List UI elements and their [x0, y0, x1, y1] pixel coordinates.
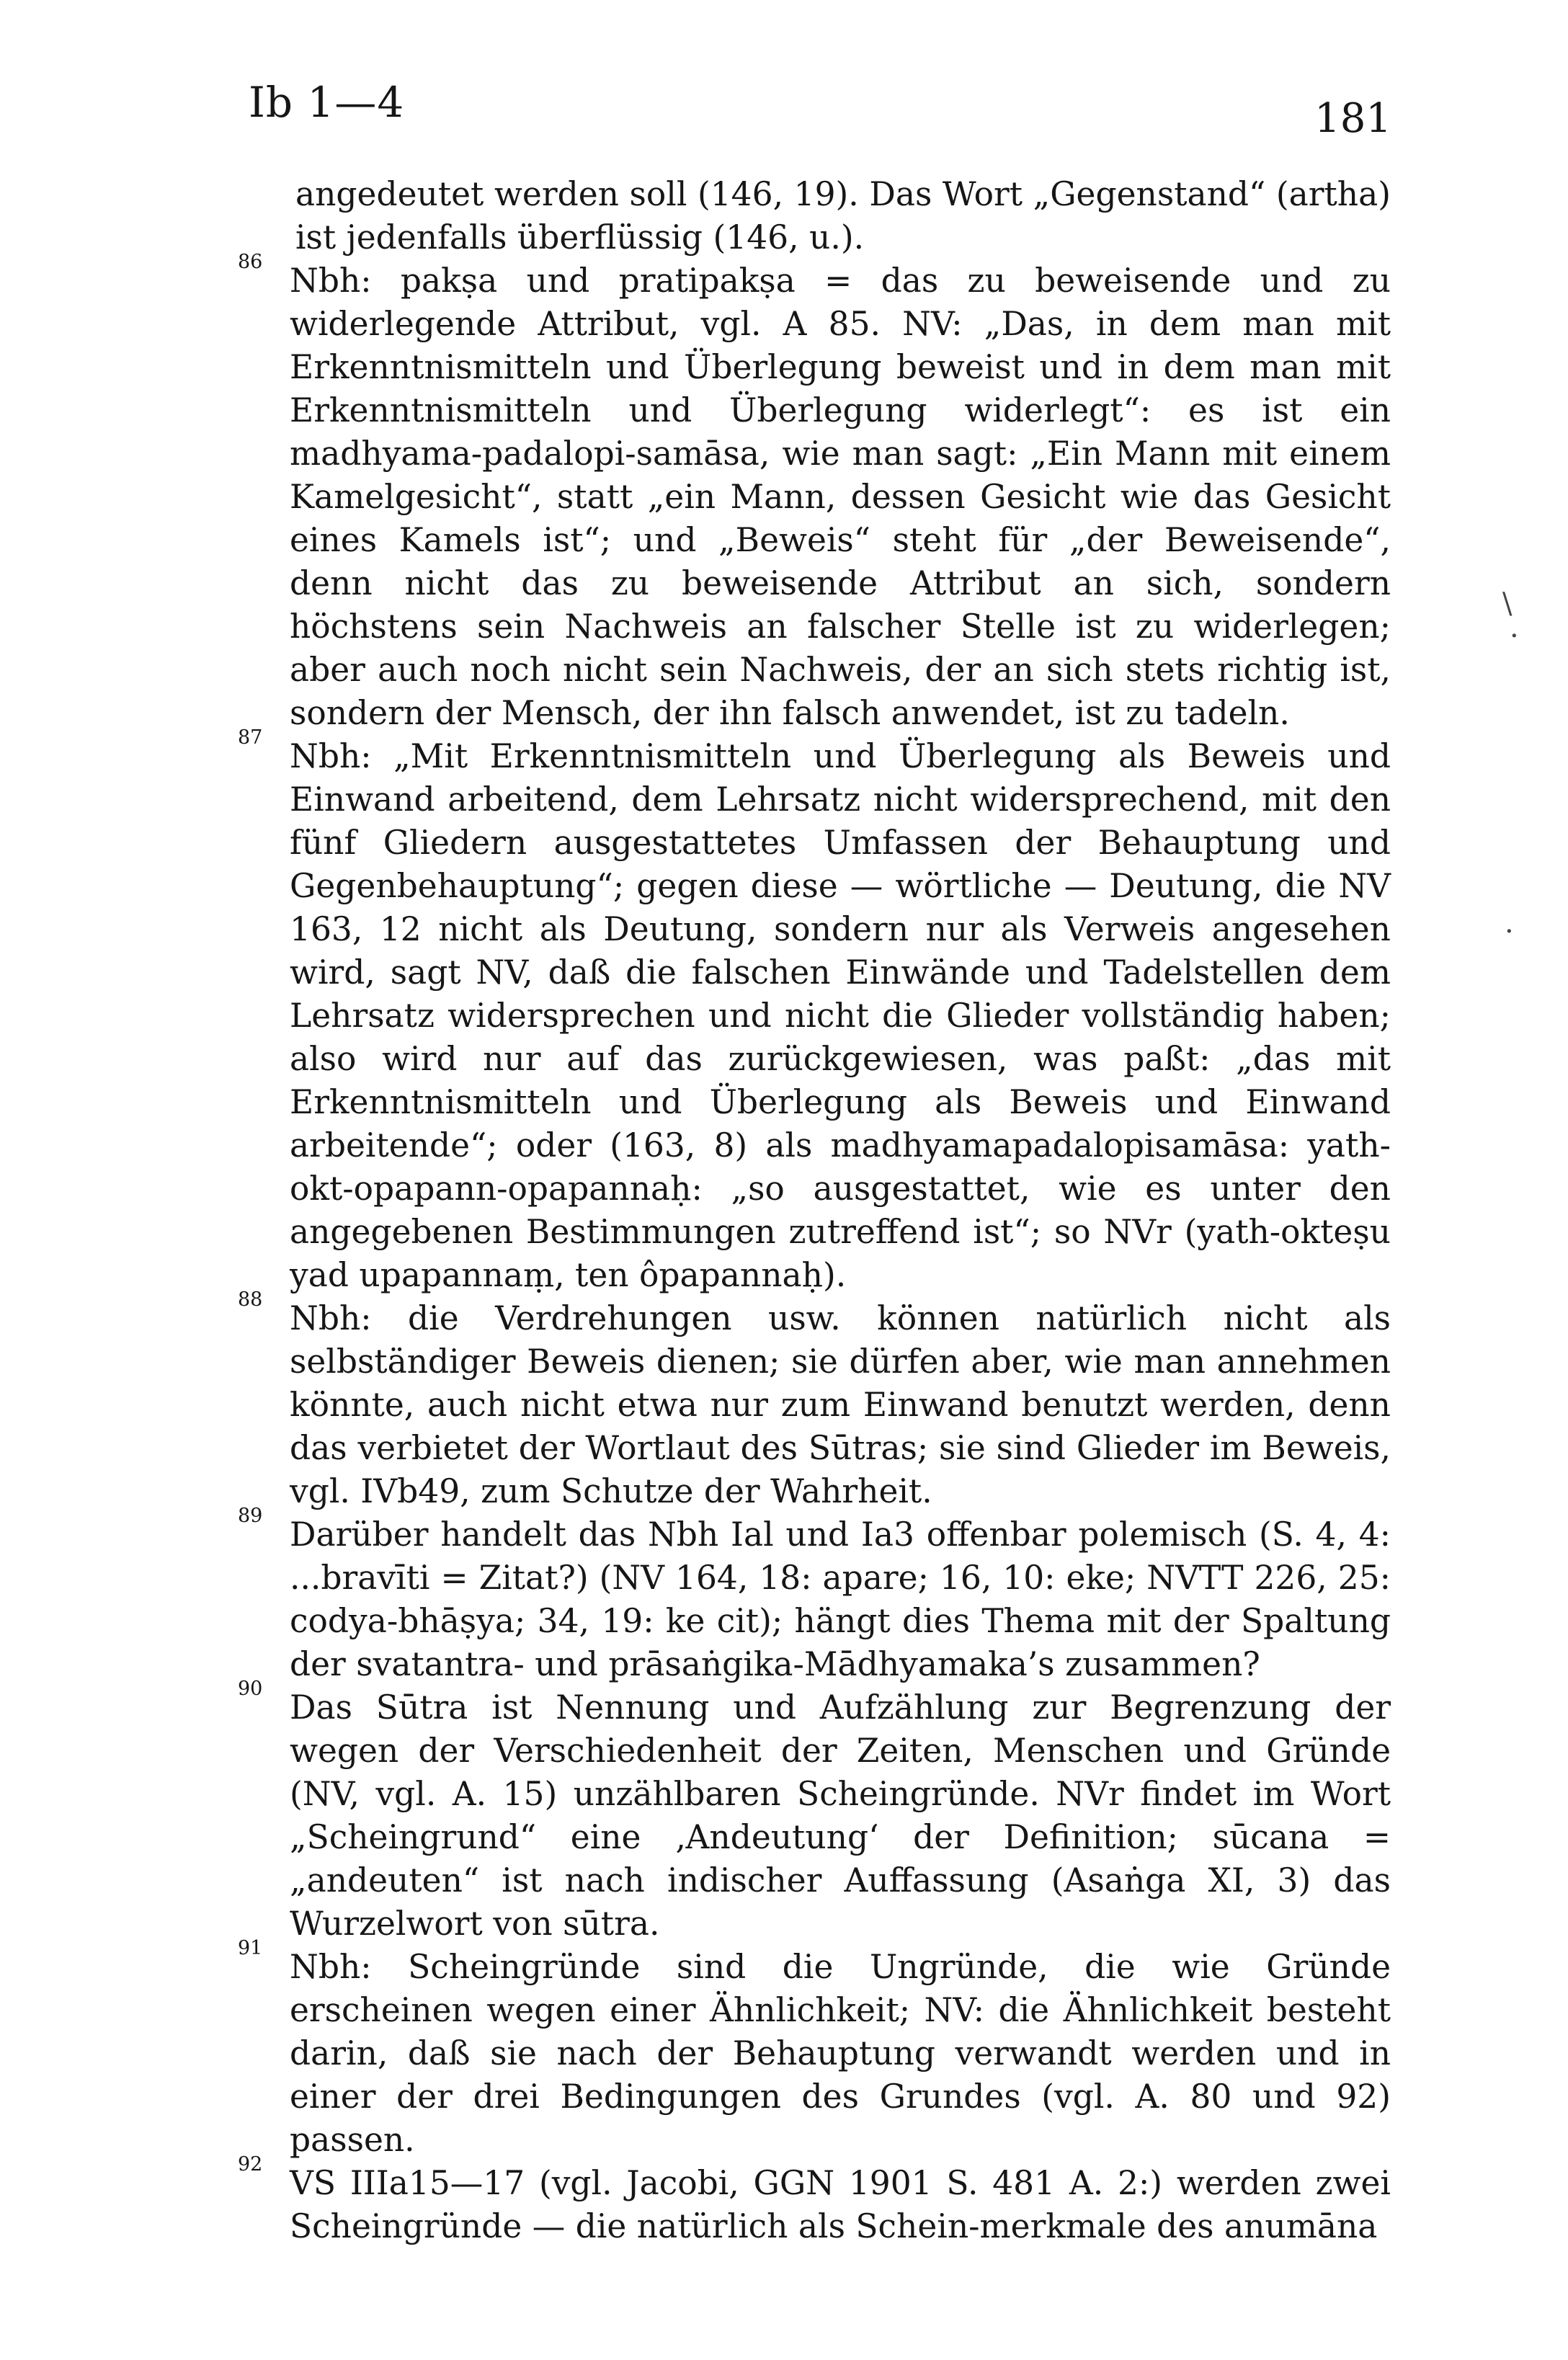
note-text: Nbh: Scheingründe sind die Ungründe, die wie Gründe erscheinen wegen einer Ähnlichkeit; NV: die Ähnlichkeit besteht darin, daß sie nach der Behauptung verwandt werden und in einer der drei Bedingungen des Grundes (vgl. A. 80 und 92) passen. [290, 1948, 1391, 2159]
note-86 [238, 251, 1391, 735]
note-number: 91 [238, 1937, 263, 1959]
note-text: angedeutet werden soll (146, 19). Das Wort „Gegenstand“ (artha) ist jedenfalls überflüssig (146, u.). [295, 175, 1391, 257]
note-91 [238, 1937, 1391, 2162]
note-text: Nbh: die Verdrehungen usw. können natürlich nicht als selbständiger Beweis dienen; sie dürfen aber, wie man annehmen könnte, auch nicht etwa nur zum Einwand benutzt werden, denn das verbietet der Wortlaut des Sūtras; sie sind Glieder im Beweis, vgl. IVb49, zum Schutze der Wahrheit. [290, 1299, 1391, 1510]
note-number: 88 [238, 1288, 263, 1311]
note-88 [238, 1288, 1391, 1513]
note-text: Nbh: „Mit Erkenntnismitteln und Überlegung als Beweis und Einwand arbeitend, dem Lehrsatz nicht widersprechend, mit den fünf Gliedern ausgestattetes Umfassen der Behauptung und Gegenbehauptung“; gegen diese — wörtliche — Deutung, die NV 163, 12 nicht als Deutung, sondern nur als Verweis angesehen wird, sagt NV, daß die falschen Einwände und Tadelstellen dem Lehrsatz widersprechen und nicht die Glieder vollständig haben; also wird nur auf das zurückgewiesen, was paßt: „das mit Erkenntnismitteln und Überlegung als Beweis und Einwand arbeitende“; oder (163, 8) als madhyamapadalopisamāsa: yath-okt-opapann-opapannaḥ: „so ausgestattet, wie es unter den angegebenen Bestimmungen zutreffend ist“; so NVr (yath-okteṣu yad upapannaṃ, ten ôpapannaḥ). [290, 737, 1391, 1294]
margin-pencil-mark: · [1510, 620, 1519, 653]
note-number: 89 [238, 1505, 263, 1527]
running-head: Ib 1—4 [249, 78, 405, 127]
note-90 [238, 1678, 1391, 1946]
note-number: 86 [238, 251, 263, 273]
note-text: VS IIIa15—17 (vgl. Jacobi, GGN 1901 S. 481 A. 2:) werden zwei Scheingründe — die natürlich als Schein-merkmale des anumāna [290, 2164, 1391, 2245]
note-text: Nbh: pakṣa und pratipakṣa = das zu beweisende und zu widerlegende Attribut, vgl. A 85. NV: „Das, in dem man mit Erkenntnismitteln und Überlegung beweist und in dem man mit Erkenntnismitteln und Überlegung widerlegt“: es ist ein madhyama-padalopi-samāsa, wie man sagt: „Ein Mann mit einem Kamelgesicht“, statt „ein Mann, dessen Gesicht wie das Gesicht eines Kamels ist“; und „Beweis“ steht für „der Beweisende“, denn nicht das zu beweisende Attribut an sich, sondern höchstens sein Nachweis an falscher Stelle ist zu widerlegen; aber auch noch nicht sein Nachweis, der an sich stets richtig ist, sondern der Mensch, der ihn falsch anwendet, ist zu tadeln. [290, 262, 1391, 732]
note-number: 90 [238, 1678, 263, 1700]
note-92 [238, 2153, 1391, 2248]
margin-pencil-mark: · [1505, 915, 1514, 948]
page-number: 181 [1314, 95, 1391, 142]
note-text: Darüber handelt das Nbh Ial und Ia3 offenbar polemisch (S. 4, 4: ...bravīti = Zitat?) (NV 164, 18: apare; 16, 10: eke; NVTT 226, 25: codya-bhāṣya; 34, 19: ke cit); hängt dies Thema mit der Spaltung der svatantra- und prāsaṅgika-Mādhyamaka’s zusammen? [290, 1515, 1391, 1683]
note-87 [238, 726, 1391, 1297]
note-number: 92 [238, 2153, 263, 2176]
note-text: Das Sūtra ist Nennung und Aufzählung zur Begrenzung der wegen der Verschiedenheit der Zeiten, Menschen und Gründe (NV, vgl. A. 15) unzählbaren Scheingründe. NVr findet im Wort „Scheingrund“ eine ‚Andeutung‘ der Definition; sūcana = „andeuten“ ist nach indischer Auffassung (Asaṅga XI, 3) das Wurzelwort von sūtra. [290, 1688, 1391, 1943]
note-89 [238, 1505, 1391, 1686]
note-continuation [238, 173, 1391, 259]
note-number: 87 [238, 726, 263, 749]
footnotes-section [238, 173, 1391, 2248]
margin-pencil-mark: \ [1502, 587, 1513, 620]
